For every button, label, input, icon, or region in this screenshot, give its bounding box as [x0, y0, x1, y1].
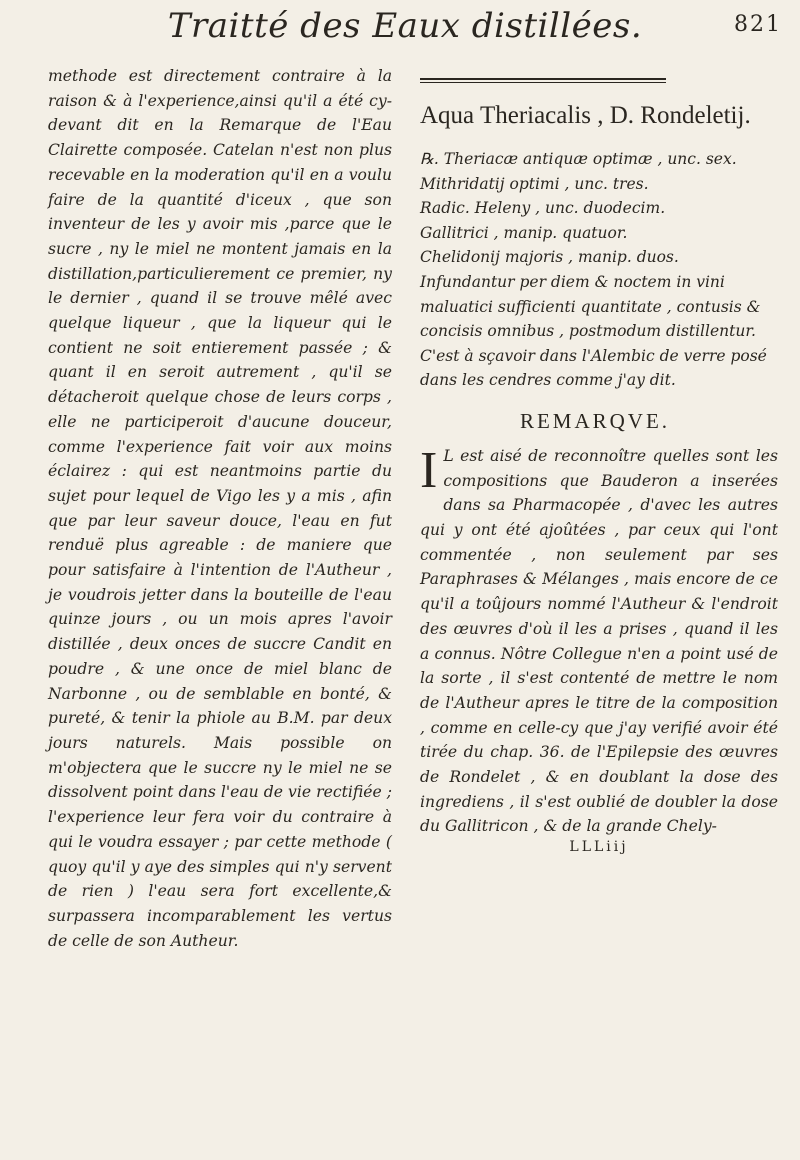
recipe-line: C'est à sçavoir dans l'Alembic de verre posé dans les cendres comme j'ay dit. — [420, 346, 767, 390]
ornamental-rule — [420, 78, 666, 83]
left-column — [48, 64, 392, 953]
remark-text: L est aisé de reconnoître quelles sont les compositions que Bauderon a inserées dans sa Pharmacopée , d'avec les autres qui y ont été ajoûtées , par ceux qui l'ont commentée , non seulement par ses Paraphrases & Mélanges , mais encore de ce qu'il a toûjours nommé l'Autheur & l'endroit des œuvres d'où il les a prises , quand il les a connus. Nôtre Collegue n'en a point usé de la sorte , il s'est contenté de mettre le nom de l'Autheur apres le titre de la composition , comme en celle-cy que j'ay verifié avoir été tirée du chap. 36. de l'Epilepsie des œuvres de Rondelet , & en doublant la dose des ingrediens , il s'est oublié de doubler la dose du Gallitricon , & de la grande Chely- — [420, 446, 778, 836]
recipe-line: Radic. Heleny , unc. duodecim. — [420, 199, 666, 218]
remark-heading: REMARQVE. — [519, 408, 671, 433]
running-title: Traitté des Eaux distillées. — [167, 6, 643, 46]
recipe-line: Gallitrici , manip. quatuor. — [420, 223, 628, 242]
recipe-title: Aqua Theriacalis , D. Rondeletij. — [420, 102, 751, 129]
recipe-line: ℞. Theriacæ antiquæ optimæ , unc. sex. — [420, 150, 737, 168]
recipe-line: Mithridatij optimi , unc. tres. — [420, 174, 649, 193]
recipe-line: Chelidonij majoris , manip. duos. — [420, 248, 679, 267]
right-column — [412, 64, 778, 855]
recipe-block — [420, 147, 778, 393]
recipe-line: Infundantur per diem & noctem in vini maluatici sufficienti quantitate , contusis & concisis omnibus , postmodum distillentur. — [420, 272, 761, 341]
left-column-text: methode est directement contraire à la raison & à l'experience,ainsi qu'il a été cy-devant dit en la Remarque de l'Eau Clairette composée. Catelan n'est non plus recevable en la moderation qu'il en a voulu faire de la quantité d'iceux , que son inventeur de les y avoir mis ,parce que le sucre , ny le miel ne montent jamais en la distillation,particulierement ce premier, ny le dernier , quand il se trouve mêlé avec quelque liqueur , que la liqueur qui le contient ne soit entierement passée ; & quant il en seroit autrement , qu'il se détacheroit quelque chose de leurs corps , elle ne participeroit d'aucune douceur, comme l'experience fait voir aux moins éclairez : qui est neantmoins partie du sujet pour lequel de Vigo les y a mis , afin que par leur saveur douce, l'eau en fut renduë plus agreable : de maniere que pour satisfaire à l'intention de l'Autheur , je voudrois jetter dans la bouteille de l'eau quinze jours , ou un mois apres l'avoir distillée , deux onces de succre Candit en poudre , & une once de miel blanc de Narbonne , ou de semblable en bonté, & pureté, & tenir la phiole au B.M. par deux jours naturels. Mais possible on m'objectera que le succre ny le miel ne se dissolvent point dans l'eau de vie rectifiée ; l'experience leur fera voir du contraire à qui le voudra essayer ; par cette methode ( quoy qu'il y aye des simples qui n'y servent de rien ) l'eau sera fort excellente,& surpassera incomparablement les vertus de celle de son Autheur. — [48, 67, 392, 950]
drop-cap: I — [420, 441, 438, 499]
catchword: LLLiij — [569, 839, 629, 856]
remark-paragraph — [420, 441, 778, 839]
page-number: 821 — [734, 12, 782, 37]
